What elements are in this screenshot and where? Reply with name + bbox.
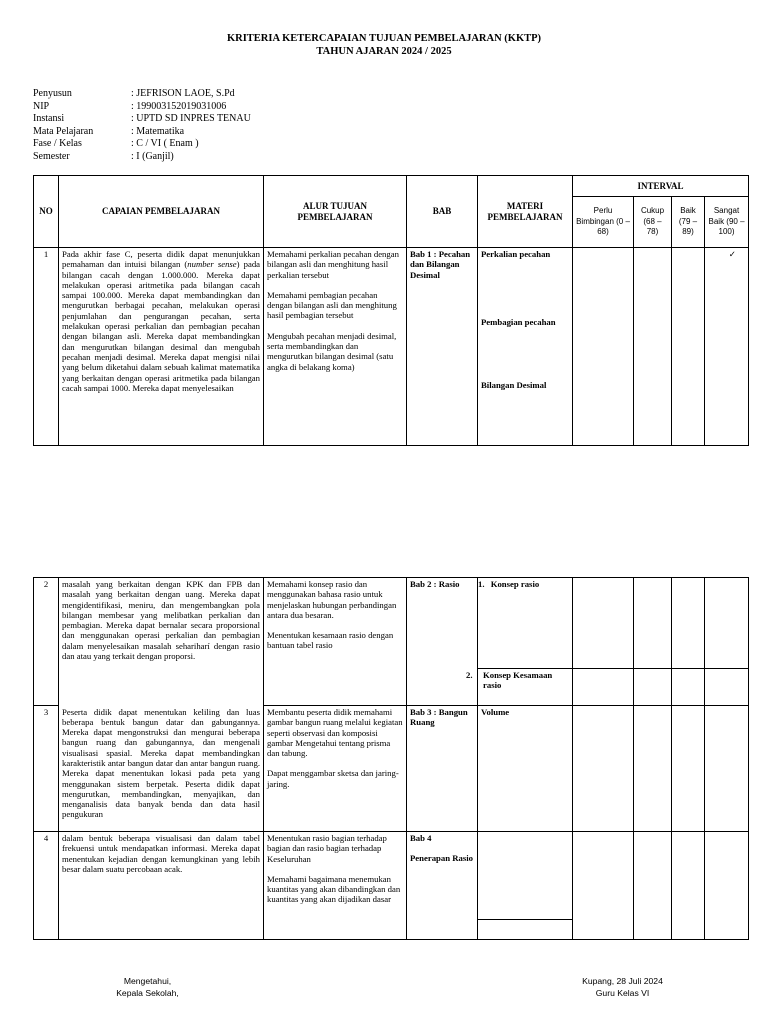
meta-value: : UPTD SD INPRES TENAU [131, 113, 251, 125]
alur-cell [264, 706, 407, 832]
meta-value: : 199003152019031006 [131, 100, 227, 112]
bab-name: Penerapan Rasio [410, 853, 473, 864]
alur-item: Dapat menggambar sketsa dan jaring-jaring. [267, 768, 399, 789]
meta-row-instansi [33, 113, 251, 126]
alur-item: Memahami pembagian pecahan dengan bilangan asli dan menghitung hasil pembagian tersebut [267, 289, 397, 321]
signature-right-line1: Kupang, 28 Juli 2024 [582, 976, 663, 986]
interval-cell [573, 578, 634, 669]
alur-item: Mengubah pecahan menjadi desimal, serta membandingkan dan mengurutkan bilangan desimal (satu angka di belakang koma) [267, 330, 397, 372]
alur-item: Memahami konsep rasio dan menggunakan bahasa rasio untuk menjelaskan hubungan perbandingan antara dua besaran. [267, 579, 397, 620]
interval-cell [573, 832, 634, 940]
capaian-cell [59, 248, 264, 446]
interval-cell [634, 578, 672, 669]
meta-label: Mata Pelajaran [33, 125, 94, 137]
alur-cell [264, 578, 407, 706]
kktp-table-page2 [33, 577, 749, 940]
meta-label: Instansi [33, 113, 65, 125]
signature-left [95, 976, 200, 999]
interval-cell [705, 832, 749, 940]
meta-value: : C / VI ( Enam ) [131, 138, 199, 150]
header-capaian: CAPAIAN PEMBELAJARAN [59, 176, 264, 248]
row-number: 3 [34, 706, 59, 832]
interval-cell [573, 706, 634, 832]
interval-cell [672, 578, 705, 669]
table-row [34, 578, 749, 669]
meta-value: : JEFRISON LAOE, S.Pd [131, 88, 235, 99]
interval-cell [672, 832, 705, 940]
interval-cell [634, 706, 672, 832]
bab-cell: Bab 1 : Pecahan dan Bilangan Desimal [407, 248, 478, 446]
interval-cell [634, 669, 672, 706]
meta-value: : Matematika [131, 125, 185, 137]
bab-cell [407, 832, 478, 940]
alur-item: Menentukan rasio bagian terhadap bagian dan rasio bagian terhadap Keseluruhan [267, 833, 387, 864]
interval-cell [705, 669, 749, 706]
row-number: 2 [34, 578, 59, 706]
kktp-table-page1 [33, 175, 749, 446]
meta-label: Semester [33, 150, 70, 162]
capaian-cell: Peserta didik dapat menentukan keliling dan luas beberapa bentuk bangun datar dan gabungannya. Mereka dapat mengonstruksi dan mengurai beberapa bangun ruang dan gabungannya, dan mengenali visualisasi spasial. Mereka dapat membandingkan karakteristik antar bangun datar dan antar bangun ruang. Mereka dapat menentukan lokasi pada peta yang menggunakan sistem berpetak. Peserta didik dapat mengurutkan, membandingkan, menyajikan, dan menganalisis data banyak benda dan data hasil pengukuran [59, 706, 264, 832]
materi-item: Bilangan Desimal [481, 379, 547, 390]
row-number: 4 [34, 832, 59, 940]
header-alur: ALUR TUJUAN PEMBELAJARAN [264, 176, 407, 248]
header-no: NO [34, 176, 59, 248]
alur-item: Menentukan kesamaan rasio dengan bantuan tabel rasio [267, 630, 394, 651]
document-subtitle: TAHUN AJARAN 2024 / 2025 [316, 46, 452, 57]
alur-item: Memahami perkalian pecahan dengan bilangan asli dan menghitung hasil perkalian tersebut [267, 249, 399, 280]
header-bab: BAB [407, 176, 478, 248]
materi-cell [466, 669, 573, 706]
materi-number: 1. [478, 579, 485, 589]
identity-block [33, 88, 251, 164]
signature-left-line1: Mengetahui, [123, 976, 172, 986]
meta-row-semester [33, 151, 251, 164]
interval-cell [705, 578, 749, 669]
meta-label: NIP [33, 100, 50, 112]
capaian-cell: dalam bentuk beberapa visualisasi dan dalam tabel frekuensi untuk mendapatkan informasi. Mereka dapat menentukan kejadian dengan kemungkinan yang lebih besar dalam suatu percobaan acak. [59, 832, 264, 940]
materi-item: Konsep rasio [490, 579, 540, 589]
capaian-text: Pada akhir fase C, peserta didik dapat menunjukkan pemahaman dan intuisi bilangan ( [62, 249, 260, 270]
table-row [34, 706, 749, 832]
signature-right [560, 976, 685, 999]
header-perlu-bimbingan: Perlu Bimbingan (0 – 68) [573, 197, 634, 248]
bab-cell: Bab 3 : Bangun Ruang [407, 706, 478, 832]
interval-cell [573, 669, 634, 706]
header-baik: Baik (79 – 89) [672, 197, 705, 248]
materi-item: Perkalian pecahan [481, 249, 551, 259]
capaian-emphasis: number sense [187, 259, 237, 270]
alur-item: Memahami bagaimana menemukan kuantitas yang akan dibandingkan dan kuantitas yang akan dijadikan dasar [267, 873, 401, 905]
meta-row-mapel [33, 126, 251, 139]
materi-cell [478, 920, 573, 940]
bab-label: Bab 4 [410, 833, 432, 843]
materi-item: Pembagian pecahan [481, 317, 556, 328]
check-mark: ✓ [705, 248, 749, 446]
materi-number: 2. [466, 670, 473, 680]
materi-cell [478, 248, 573, 446]
interval-cell [672, 706, 705, 832]
meta-row-nip [33, 101, 251, 114]
signature-left-line2: Kepala Sekolah, [116, 987, 179, 998]
header-interval: INTERVAL [573, 176, 749, 197]
meta-value: : I (Ganjil) [131, 150, 174, 162]
header-materi: MATERI PEMBELAJARAN [478, 176, 573, 248]
header-sangat-baik: Sangat Baik (90 – 100) [705, 197, 749, 248]
meta-label: Fase / Kelas [33, 138, 82, 150]
table-row [34, 832, 749, 920]
interval-cell [672, 669, 705, 706]
interval-cell [573, 248, 634, 446]
signature-right-line2: Guru Kelas VI [595, 987, 650, 998]
document-title: KRITERIA KETERCAPAIAN TUJUAN PEMBELAJARAN (KKTP) [226, 33, 542, 44]
alur-cell [264, 248, 407, 446]
header-cukup: Cukup (68 – 78) [634, 197, 672, 248]
table-row [34, 248, 749, 446]
alur-cell [264, 832, 407, 940]
row-number: 1 [34, 248, 59, 446]
materi-cell [478, 578, 573, 669]
meta-row-fase [33, 138, 251, 151]
interval-cell [705, 706, 749, 832]
interval-cell [634, 832, 672, 940]
meta-row-penyusun [33, 88, 251, 101]
materi-cell: Volume [478, 706, 573, 832]
materi-item: Konsep Kesamaan rasio [483, 670, 553, 691]
interval-cell [634, 248, 672, 446]
capaian-text: ) pada bilangan cacah dengan 1.000.000. Mereka dapat melakukan operasi aritmetika pada bilangan cacah sampai 100.000. Mereka dapat membandingkan dan mengurutkan berbagai pecahan, melakukan operasi penjumlahan dan pengurangan pecahan, serta melakukan operasi perkalian dan pembagian pecahan dengan bilangan asli. Mereka dapat membandingkan dan mengurutkan bilangan desimal dan mengubah pecahan menjadi desimal. Mereka dapat mengisi nilai yang belum diketahui dalam sebuah kalimat matematika yang berkaitan dengan operasi aritmetika pada bilangan cacah sampai 1000. Mereka dapat menyelesaikan [62, 259, 261, 393]
bab-cell: Bab 2 : Rasio [407, 578, 478, 706]
capaian-cell: masalah yang berkaitan dengan KPK dan FPB dan masalah yang berkaitan dengan uang. Mereka dapat mengidentifikasi, meniru, dan mengembangkan pola bilangan membesar yang melibatkan perkalian dan pembagian. Mereka dapat bernalar secara proporsional dan menggunakan operasi perkalian dan pembagian dalam menyelesaikan masalah sehariharí dengan rasio dan atau yang terkait dengan proporsi. [59, 578, 264, 706]
meta-label: Penyusun [33, 88, 72, 99]
materi-cell [478, 832, 573, 920]
alur-item: Membantu peserta didik memahami gambar bangun ruang melalui kegiatan seperti observasi dan komposisi gambar Mengetahui tentang prisma dan tabung. [267, 707, 403, 759]
interval-cell [672, 248, 705, 446]
